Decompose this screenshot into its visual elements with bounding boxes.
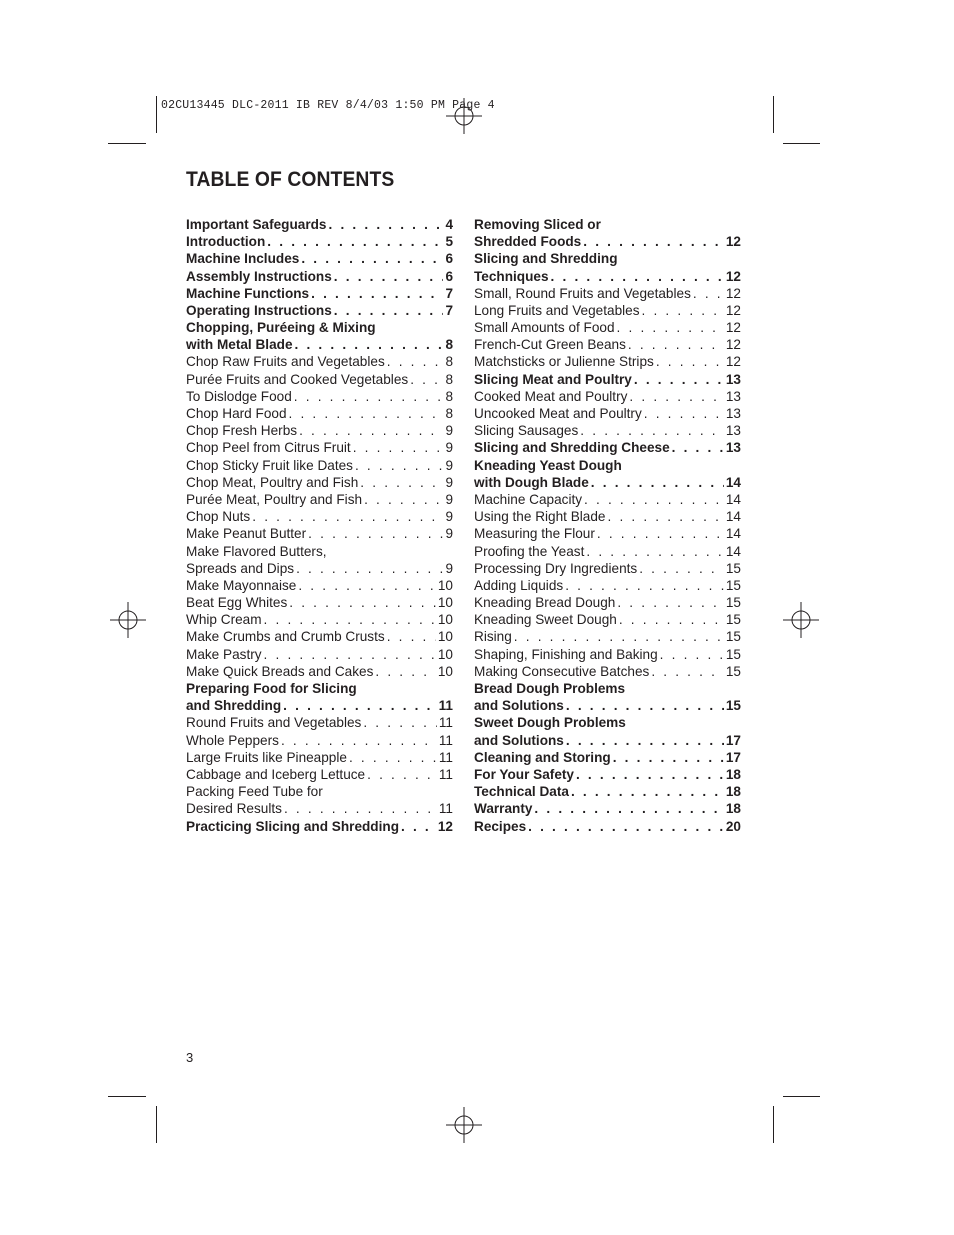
toc-entry bbox=[474, 336, 741, 353]
toc-entry bbox=[474, 508, 741, 525]
toc-entry bbox=[474, 525, 741, 542]
toc-entry-label: and Shredding bbox=[186, 698, 282, 714]
toc-entry-page: 10 bbox=[437, 595, 453, 611]
toc-leader-dots bbox=[308, 525, 443, 542]
toc-entry bbox=[474, 697, 741, 714]
toc-leader-dots bbox=[360, 474, 443, 491]
toc-leader-dots bbox=[583, 233, 724, 250]
toc-entry-page: 10 bbox=[437, 646, 453, 662]
toc-leader-dots bbox=[591, 474, 724, 491]
toc-entry-page: 6 bbox=[445, 268, 453, 284]
toc-entry-label: Chop Meat, Poultry and Fish bbox=[186, 474, 359, 490]
toc-entry-page: 13 bbox=[725, 406, 741, 422]
toc-entry-page: 18 bbox=[725, 801, 741, 817]
toc-entry bbox=[474, 285, 741, 302]
toc-leader-dots bbox=[566, 697, 724, 714]
toc-entry-page: 12 bbox=[725, 268, 741, 284]
toc-entry bbox=[186, 663, 453, 680]
toc-entry-page: 10 bbox=[437, 577, 453, 593]
toc-entry bbox=[474, 422, 741, 439]
toc-entry-label: Small, Round Fruits and Vegetables bbox=[474, 285, 691, 301]
toc-entry bbox=[186, 577, 453, 594]
toc-leader-dots bbox=[660, 646, 724, 663]
toc-entry-label: Cabbage and Iceberg Lettuce bbox=[186, 766, 366, 782]
toc-entry bbox=[474, 371, 741, 388]
toc-entry bbox=[186, 594, 453, 611]
toc-entry bbox=[474, 577, 741, 594]
toc-entry bbox=[474, 457, 741, 474]
toc-entry-label: with Metal Blade bbox=[186, 337, 293, 353]
toc-entry bbox=[474, 405, 741, 422]
toc-leader-dots bbox=[295, 336, 444, 353]
toc-entry bbox=[474, 319, 741, 336]
toc-entry bbox=[474, 474, 741, 491]
toc-leader-dots bbox=[353, 439, 444, 456]
registration-mark-icon bbox=[446, 98, 482, 134]
toc-entry-label: Assembly Instructions bbox=[186, 268, 332, 284]
toc-entry-label: Make Flavored Butters, bbox=[186, 543, 327, 559]
toc-leader-dots bbox=[656, 353, 724, 370]
toc-entry-page: 10 bbox=[437, 663, 453, 679]
toc-entry-label: Machine Includes bbox=[186, 251, 300, 267]
toc-entry-page: 8 bbox=[445, 388, 453, 404]
toc-entry-label: Make Mayonnaise bbox=[186, 577, 297, 593]
toc-entry-label: Rising bbox=[474, 629, 512, 645]
toc-entry bbox=[474, 250, 741, 267]
toc-leader-dots bbox=[301, 250, 443, 267]
toc-entry-label: Make Crumbs and Crumb Crusts bbox=[186, 629, 385, 645]
toc-entry bbox=[474, 388, 741, 405]
toc-entry-label: Machine Capacity bbox=[474, 491, 583, 507]
toc-leader-dots bbox=[617, 594, 724, 611]
toc-entry-page: 12 bbox=[725, 302, 741, 318]
toc-entry-label: To Dislodge Food bbox=[186, 388, 292, 404]
toc-entry-label: Make Peanut Butter bbox=[186, 526, 307, 542]
toc-entry-page: 13 bbox=[725, 440, 741, 456]
crop-mark bbox=[783, 1096, 820, 1097]
toc-entry bbox=[186, 457, 453, 474]
toc-entry-page: 15 bbox=[725, 663, 741, 679]
toc-entry-label: Kneading Bread Dough bbox=[474, 595, 616, 611]
toc-entry-label: Preparing Food for Slicing bbox=[186, 681, 357, 697]
toc-leader-dots bbox=[367, 766, 437, 783]
toc-leader-dots bbox=[607, 508, 723, 525]
toc-entry-page: 13 bbox=[725, 388, 741, 404]
toc-leader-dots bbox=[576, 766, 724, 783]
toc-entry bbox=[474, 543, 741, 560]
toc-entry-label: Measuring the Flour bbox=[474, 526, 595, 542]
toc-entry-page: 11 bbox=[438, 715, 453, 731]
toc-entry-page: 12 bbox=[725, 320, 741, 336]
toc-entry-page: 15 bbox=[725, 560, 741, 576]
toc-entry-label: Cooked Meat and Poultry bbox=[474, 388, 628, 404]
toc-entry-page: 18 bbox=[725, 766, 741, 782]
toc-leader-dots bbox=[281, 732, 437, 749]
toc-leader-dots bbox=[264, 646, 436, 663]
toc-entry-page: 10 bbox=[437, 629, 453, 645]
toc-entry-page: 15 bbox=[725, 612, 741, 628]
toc-entry-page: 7 bbox=[445, 302, 453, 318]
toc-entry-label: Chop Raw Fruits and Vegetables bbox=[186, 354, 385, 370]
toc-leader-dots bbox=[410, 371, 443, 388]
toc-leader-dots bbox=[619, 611, 724, 628]
toc-leader-dots bbox=[296, 560, 443, 577]
toc-entry bbox=[474, 216, 741, 233]
toc-entry-page: 8 bbox=[445, 337, 453, 353]
toc-entry-page: 9 bbox=[445, 526, 453, 542]
toc-leader-dots bbox=[642, 302, 724, 319]
toc-leader-dots bbox=[566, 732, 724, 749]
page-number: 3 bbox=[186, 1050, 194, 1065]
toc-entry-label: Purée Fruits and Cooked Vegetables bbox=[186, 371, 409, 387]
toc-leader-dots bbox=[613, 749, 724, 766]
toc-leader-dots bbox=[355, 457, 443, 474]
toc-entry-page: 9 bbox=[445, 423, 453, 439]
toc-entry-label: Shaping, Finishing and Baking bbox=[474, 646, 658, 662]
toc-leader-dots bbox=[252, 508, 443, 525]
toc-entry bbox=[474, 439, 741, 456]
toc-leader-dots bbox=[534, 800, 723, 817]
toc-entry bbox=[186, 405, 453, 422]
toc-entry-page: 11 bbox=[438, 766, 453, 782]
toc-entry-page: 14 bbox=[725, 543, 741, 559]
toc-leader-dots bbox=[639, 560, 724, 577]
toc-leader-dots bbox=[401, 818, 436, 835]
toc-leader-dots bbox=[364, 491, 443, 508]
toc-leader-dots bbox=[586, 543, 724, 560]
toc-entry bbox=[474, 714, 741, 731]
toc-leader-dots bbox=[363, 714, 437, 731]
registration-mark-icon bbox=[110, 602, 146, 638]
toc-entry-label: Bread Dough Problems bbox=[474, 681, 626, 697]
toc-entry-label: and Solutions bbox=[474, 698, 564, 714]
crop-mark bbox=[108, 143, 146, 144]
toc-entry-page: 17 bbox=[725, 732, 741, 748]
toc-entry bbox=[474, 680, 741, 697]
toc-leader-dots bbox=[644, 405, 724, 422]
toc-entry-page: 12 bbox=[725, 354, 741, 370]
toc-leader-dots bbox=[311, 285, 443, 302]
toc-entry-page: 12 bbox=[437, 818, 453, 834]
toc-entry-label: Whip Cream bbox=[186, 612, 262, 628]
toc-right-column bbox=[474, 216, 741, 835]
toc-entry bbox=[186, 629, 453, 646]
toc-entry bbox=[186, 474, 453, 491]
toc-entry-label: Chop Hard Food bbox=[186, 406, 287, 422]
toc-entry bbox=[186, 697, 453, 714]
toc-entry bbox=[186, 319, 453, 336]
toc-leader-dots bbox=[299, 422, 443, 439]
toc-entry-page: 8 bbox=[445, 354, 453, 370]
toc-entry bbox=[186, 611, 453, 628]
toc-entry-page: 11 bbox=[438, 749, 453, 765]
toc-entry bbox=[186, 233, 453, 250]
toc-entry-label: Large Fruits like Pineapple bbox=[186, 749, 347, 765]
toc-entry-page: 9 bbox=[445, 457, 453, 473]
toc-leader-dots bbox=[580, 422, 724, 439]
toc-entry-label: Kneading Yeast Dough bbox=[474, 457, 622, 473]
toc-entry bbox=[186, 216, 453, 233]
toc-entry-page: 9 bbox=[445, 509, 453, 525]
toc-leader-dots bbox=[289, 594, 436, 611]
toc-entry-label: Technical Data bbox=[474, 784, 569, 800]
toc-entry-label: Slicing Meat and Poultry bbox=[474, 371, 632, 387]
toc-entry bbox=[186, 714, 453, 731]
toc-leader-dots bbox=[634, 371, 724, 388]
toc-entry bbox=[474, 749, 741, 766]
print-slug: 02CU13445 DLC-2011 IB REV 8/4/03 1:50 PM Page 4 bbox=[161, 99, 495, 112]
toc-entry-page: 11 bbox=[438, 698, 453, 714]
toc-entry-page: 7 bbox=[445, 285, 453, 301]
toc-entry bbox=[186, 439, 453, 456]
toc-entry bbox=[474, 818, 741, 835]
toc-entry-label: Chop Fresh Herbs bbox=[186, 423, 298, 439]
toc-entry-label: Long Fruits and Vegetables bbox=[474, 302, 640, 318]
toc-leader-dots bbox=[284, 800, 437, 817]
toc-leader-dots bbox=[571, 783, 724, 800]
toc-entry-label: Chopping, Puréeing & Mixing bbox=[186, 320, 376, 336]
toc-entry-label: Slicing and Shredding bbox=[474, 251, 618, 267]
toc-entry-label: Using the Right Blade bbox=[474, 509, 606, 525]
toc-entry-label: Recipes bbox=[474, 818, 527, 834]
toc-entry bbox=[186, 525, 453, 542]
toc-entry-label: Round Fruits and Vegetables bbox=[186, 715, 362, 731]
toc-entry-label: Uncooked Meat and Poultry bbox=[474, 406, 642, 422]
toc-entry-page: 20 bbox=[725, 818, 741, 834]
toc-leader-dots bbox=[298, 577, 436, 594]
toc-entry bbox=[186, 766, 453, 783]
toc-entry-page: 18 bbox=[725, 784, 741, 800]
toc-entry bbox=[474, 783, 741, 800]
toc-entry-label: with Dough Blade bbox=[474, 474, 589, 490]
toc-entry bbox=[474, 354, 741, 371]
toc-entry-label: Chop Peel from Citrus Fruit bbox=[186, 440, 351, 456]
toc-entry bbox=[186, 646, 453, 663]
toc-entry-page: 9 bbox=[445, 560, 453, 576]
toc-entry-page: 12 bbox=[725, 285, 741, 301]
toc-entry-label: Shredded Foods bbox=[474, 234, 582, 250]
toc-entry bbox=[186, 732, 453, 749]
toc-entry-label: Sweet Dough Problems bbox=[474, 715, 626, 731]
toc-entry bbox=[186, 680, 453, 697]
toc-entry-label: Slicing Sausages bbox=[474, 423, 579, 439]
toc-entry-page: 14 bbox=[725, 526, 741, 542]
toc-leader-dots bbox=[294, 388, 444, 405]
toc-entry-page: 11 bbox=[438, 732, 453, 748]
toc-entry bbox=[186, 800, 453, 817]
toc-entry bbox=[186, 250, 453, 267]
toc-entry bbox=[186, 388, 453, 405]
toc-leader-dots bbox=[334, 268, 444, 285]
toc-leader-dots bbox=[672, 439, 724, 456]
toc-leader-dots bbox=[617, 319, 724, 336]
toc-entry-page: 13 bbox=[725, 371, 741, 387]
toc-leader-dots bbox=[551, 268, 724, 285]
toc-entry-label: Kneading Sweet Dough bbox=[474, 612, 617, 628]
toc-entry bbox=[474, 560, 741, 577]
toc-entry bbox=[186, 354, 453, 371]
toc-leader-dots bbox=[629, 388, 723, 405]
toc-leader-dots bbox=[375, 663, 435, 680]
toc-entry-label: Packing Feed Tube for bbox=[186, 784, 323, 800]
toc-entry-label: and Solutions bbox=[474, 732, 564, 748]
toc-entry-label: Making Consecutive Batches bbox=[474, 663, 650, 679]
toc-entry bbox=[186, 285, 453, 302]
toc-entry-label: Make Pastry bbox=[186, 646, 262, 662]
toc-leader-dots bbox=[264, 611, 436, 628]
crop-mark bbox=[773, 96, 774, 133]
toc-entry-page: 11 bbox=[438, 801, 453, 817]
toc-entry-page: 14 bbox=[725, 491, 741, 507]
toc-entry bbox=[186, 336, 453, 353]
toc-entry bbox=[474, 629, 741, 646]
toc-entry-label: Purée Meat, Poultry and Fish bbox=[186, 491, 363, 507]
toc-leader-dots bbox=[693, 285, 724, 302]
toc-entry-page: 8 bbox=[445, 371, 453, 387]
toc-entry-label: Practicing Slicing and Shredding bbox=[186, 818, 399, 834]
toc-entry bbox=[186, 268, 453, 285]
toc-entry-page: 9 bbox=[445, 474, 453, 490]
toc-entry bbox=[186, 491, 453, 508]
toc-entry-label: Desired Results bbox=[186, 801, 282, 817]
toc-leader-dots bbox=[387, 353, 444, 370]
toc-leader-dots bbox=[289, 405, 444, 422]
toc-entry-label: Removing Sliced or bbox=[474, 216, 601, 232]
toc-leader-dots bbox=[565, 577, 724, 594]
toc-leader-dots bbox=[651, 663, 724, 680]
toc-entry bbox=[186, 560, 453, 577]
toc-entry bbox=[186, 749, 453, 766]
toc-entry-label: Processing Dry Ingredients bbox=[474, 560, 638, 576]
toc-entry-page: 4 bbox=[445, 216, 453, 232]
toc-entry-page: 10 bbox=[437, 612, 453, 628]
toc-entry-page: 15 bbox=[725, 577, 741, 593]
toc-leader-dots bbox=[628, 336, 724, 353]
toc-entry-page: 17 bbox=[725, 749, 741, 765]
toc-entry bbox=[474, 800, 741, 817]
page-title: TABLE OF CONTENTS bbox=[186, 168, 395, 191]
toc-entry bbox=[474, 594, 741, 611]
toc-entry-page: 12 bbox=[725, 337, 741, 353]
toc-entry-page: 15 bbox=[725, 646, 741, 662]
toc-entry-label: Make Quick Breads and Cakes bbox=[186, 663, 374, 679]
toc-entry-label: Warranty bbox=[474, 801, 533, 817]
toc-entry-label: Important Safeguards bbox=[186, 216, 327, 232]
toc-leader-dots bbox=[597, 525, 724, 542]
toc-entry bbox=[474, 491, 741, 508]
toc-entry-page: 5 bbox=[445, 234, 453, 250]
crop-mark bbox=[783, 143, 820, 144]
toc-entry bbox=[474, 611, 741, 628]
toc-entry bbox=[186, 508, 453, 525]
crop-mark bbox=[156, 1106, 157, 1143]
toc-entry bbox=[186, 818, 453, 835]
toc-entry-label: Machine Functions bbox=[186, 285, 310, 301]
toc-entry-label: For Your Safety bbox=[474, 766, 574, 782]
toc-entry-label: French-Cut Green Beans bbox=[474, 337, 626, 353]
toc-entry bbox=[186, 371, 453, 388]
toc-leader-dots bbox=[267, 233, 443, 250]
toc-entry bbox=[186, 302, 453, 319]
toc-entry-page: 15 bbox=[725, 629, 741, 645]
toc-entry-page: 8 bbox=[445, 406, 453, 422]
toc-entry-label: Chop Nuts bbox=[186, 509, 251, 525]
toc-entry bbox=[474, 646, 741, 663]
crop-mark bbox=[108, 1096, 146, 1097]
toc-entry bbox=[474, 302, 741, 319]
toc-entry-label: Adding Liquids bbox=[474, 577, 564, 593]
toc-entry bbox=[474, 663, 741, 680]
toc-leader-dots bbox=[584, 491, 724, 508]
toc-entry-label: Matchsticks or Julienne Strips bbox=[474, 354, 654, 370]
toc-leader-dots bbox=[387, 628, 436, 645]
toc-entry-label: Whole Peppers bbox=[186, 732, 279, 748]
toc-leader-dots bbox=[514, 628, 724, 645]
toc-entry-page: 14 bbox=[725, 474, 741, 490]
registration-mark-icon bbox=[446, 1107, 482, 1143]
toc-leader-dots bbox=[528, 818, 724, 835]
toc-entry-label: Proofing the Yeast bbox=[474, 543, 585, 559]
toc-entry-page: 12 bbox=[725, 234, 741, 250]
toc-entry-label: Introduction bbox=[186, 234, 266, 250]
toc-entry-label: Slicing and Shredding Cheese bbox=[474, 440, 670, 456]
toc-leader-dots bbox=[329, 216, 444, 233]
toc-entry-page: 9 bbox=[445, 440, 453, 456]
toc-entry-label: Beat Egg Whites bbox=[186, 595, 288, 611]
toc-leader-dots bbox=[349, 749, 437, 766]
toc-entry bbox=[474, 766, 741, 783]
toc-entry bbox=[474, 233, 741, 250]
toc-entry bbox=[474, 268, 741, 285]
toc-entry-label: Small Amounts of Food bbox=[474, 320, 615, 336]
toc-entry-label: Techniques bbox=[474, 268, 549, 284]
toc-entry bbox=[186, 422, 453, 439]
toc-entry bbox=[186, 783, 453, 800]
toc-entry-page: 15 bbox=[725, 698, 741, 714]
toc-leader-dots bbox=[334, 302, 444, 319]
toc-entry-page: 13 bbox=[725, 423, 741, 439]
toc-entry-page: 15 bbox=[725, 595, 741, 611]
toc-entry-label: Chop Sticky Fruit like Dates bbox=[186, 457, 353, 473]
toc-left-column bbox=[186, 216, 453, 835]
toc-entry-label: Cleaning and Storing bbox=[474, 749, 611, 765]
toc-leader-dots bbox=[283, 697, 436, 714]
toc-entry-label: Operating Instructions bbox=[186, 302, 332, 318]
crop-mark bbox=[156, 96, 157, 133]
toc-entry bbox=[474, 732, 741, 749]
registration-mark-icon bbox=[783, 602, 819, 638]
crop-mark bbox=[773, 1106, 774, 1143]
toc-entry-label: Spreads and Dips bbox=[186, 560, 295, 576]
toc-entry-page: 9 bbox=[445, 491, 453, 507]
toc-entry-page: 6 bbox=[445, 251, 453, 267]
toc-entry bbox=[186, 543, 453, 560]
toc-entry-page: 14 bbox=[725, 509, 741, 525]
